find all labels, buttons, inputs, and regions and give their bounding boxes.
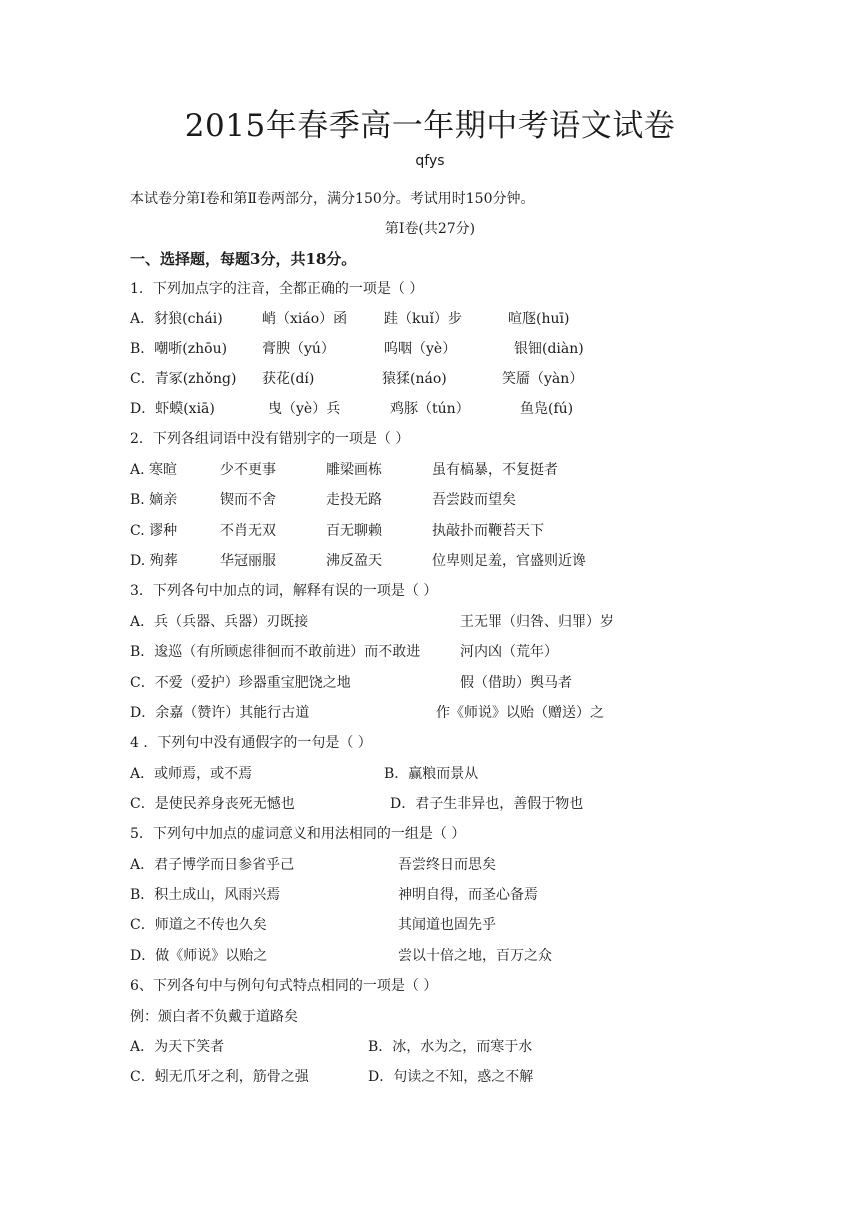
q6-option-b: B．冰，水为之，而寒于水 [368, 1039, 533, 1055]
section1-title: 一、选择题，每题3分，共18分。 [130, 250, 357, 268]
q2-a-4: 虽有槁暴，不复挺者 [432, 462, 558, 478]
q2-d-4: 位卑则足羞，官盛则近谗 [432, 553, 586, 569]
q6-option-c: C．蚓无爪牙之利，筋骨之强 [130, 1069, 309, 1085]
q3-a-1: A．兵（兵器、兵器）刃既接 [130, 614, 309, 630]
q2-a-1: A. 寒暄 [130, 462, 178, 478]
q5-b-2: 神明自得，而圣心备焉 [398, 887, 538, 903]
q2-a-2: 少不更事 [220, 462, 276, 478]
q3-d-2: 作《师说》以贻（赠送）之 [436, 705, 604, 721]
exam-intro: 本试卷分第Ⅰ卷和第Ⅱ卷两部分，满分150分。考试用时150分钟。 [130, 191, 535, 207]
q5-c-1: C．师道之不传也久矣 [130, 917, 267, 933]
q6-option-a: A．为天下笑者 [130, 1039, 225, 1055]
q6-option-d: D．句读之不知，惑之不解 [368, 1069, 534, 1085]
q2-c-1: C. 谬种 [130, 523, 178, 539]
q5-stem: 5．下列句中加点的虚词意义和用法相同的一组是（ ） [130, 826, 466, 842]
q2-b-3: 走投无路 [326, 492, 382, 508]
q2-d-2: 华冠丽服 [220, 553, 276, 569]
q3-stem: 3．下列各句中加点的词，解释有误的一项是（ ） [130, 583, 438, 599]
q5-c-2: 其闻道也固先乎 [398, 917, 496, 933]
q2-c-4: 执敲扑而鞭苔天下 [432, 523, 544, 539]
q5-a-1: A．君子博学而日参省乎己 [130, 857, 295, 873]
part1-title: 第Ⅰ卷(共27分) [384, 221, 476, 237]
q3-c-1: C．不爱（爱护）珍器重宝肥饶之地 [130, 675, 351, 691]
q3-c-2: 假（借助）舆马者 [460, 675, 572, 691]
q3-b-1: B．逡巡（有所顾虑徘徊而不敢前进）而不敢进 [130, 644, 421, 660]
q5-a-2: 吾尝终日而思矣 [398, 857, 496, 873]
q4-option-b: B．赢粮而景从 [384, 766, 479, 782]
q4-option-c: C．是使民养身丧死无憾也 [130, 796, 295, 812]
q2-d-3: 沸反盈天 [326, 553, 382, 569]
q2-d-1: D. 殉葬 [130, 553, 178, 569]
q4-option-a: A．或师焉，或不焉 [130, 766, 253, 782]
q1-d-3: 鸡豚（tún） [390, 401, 470, 417]
q5-d-2: 尝以十倍之地，百万之众 [398, 948, 552, 964]
q1-c-2: 获花(dí) [262, 371, 315, 387]
q2-a-3: 雕梁画栋 [326, 462, 382, 478]
q1-stem: 1．下列加点字的注音，全都正确的一项是（ ） [130, 281, 424, 297]
q1-b-2: 膏腴（yú） [262, 341, 335, 357]
q1-d-2: 曳（yè）兵 [268, 401, 341, 417]
q2-b-2: 锲而不舍 [220, 492, 276, 508]
q3-a-2: 王无罪（归咎、归罪）岁 [460, 614, 614, 630]
q1-b-3: 呜咽（yè） [384, 341, 457, 357]
q2-b-1: B. 嫡亲 [130, 492, 178, 508]
q2-c-2: 不肖无双 [220, 523, 276, 539]
q1-c-3: 猿猱(náo) [382, 371, 447, 387]
q5-b-1: B．积土成山，风雨兴焉 [130, 887, 281, 903]
q5-d-1: D．做《师说》以贻之 [130, 948, 268, 964]
exam-subtitle: qfys [415, 153, 445, 169]
q4-option-d: D．君子生非异也，善假于物也 [390, 796, 584, 812]
q2-stem: 2．下列各组词语中没有错别字的一项是（ ） [130, 431, 410, 447]
q3-b-2: 河内凶（荒年） [460, 644, 558, 660]
q1-d-4: 鱼凫(fú) [520, 401, 574, 417]
q1-a-1: A．豺狼(chái) [130, 311, 223, 327]
q6-stem: 6、下列各句中与例句句式特点相同的一项是（ ） [130, 978, 438, 994]
q2-b-4: 吾尝跂而望矣 [432, 492, 516, 508]
q1-a-2: 峭（xiáo）函 [262, 311, 348, 327]
q4-stem: 4 ．下列句中没有通假字的一句是（ ） [130, 735, 372, 751]
q1-c-1: C．青冢(zhǒng) [130, 371, 237, 387]
q6-example: 例：颁白者不负戴于道路矣 [130, 1009, 298, 1025]
q3-d-1: D．余嘉（赞许）其能行古道 [130, 705, 310, 721]
q1-b-1: B．嘲哳(zhōu) [130, 341, 228, 357]
q1-a-3: 跬（kuǐ）步 [384, 311, 462, 327]
q1-b-4: 银钿(diàn) [514, 341, 584, 357]
q1-d-1: D．虾蟆(xiā) [130, 401, 215, 417]
q1-c-4: 笑靥（yàn） [502, 371, 584, 387]
exam-title: 2015年春季高一年期中考语文试卷 [184, 108, 676, 144]
q2-c-3: 百无聊赖 [326, 523, 382, 539]
q1-a-4: 喧豗(huī) [508, 311, 570, 327]
